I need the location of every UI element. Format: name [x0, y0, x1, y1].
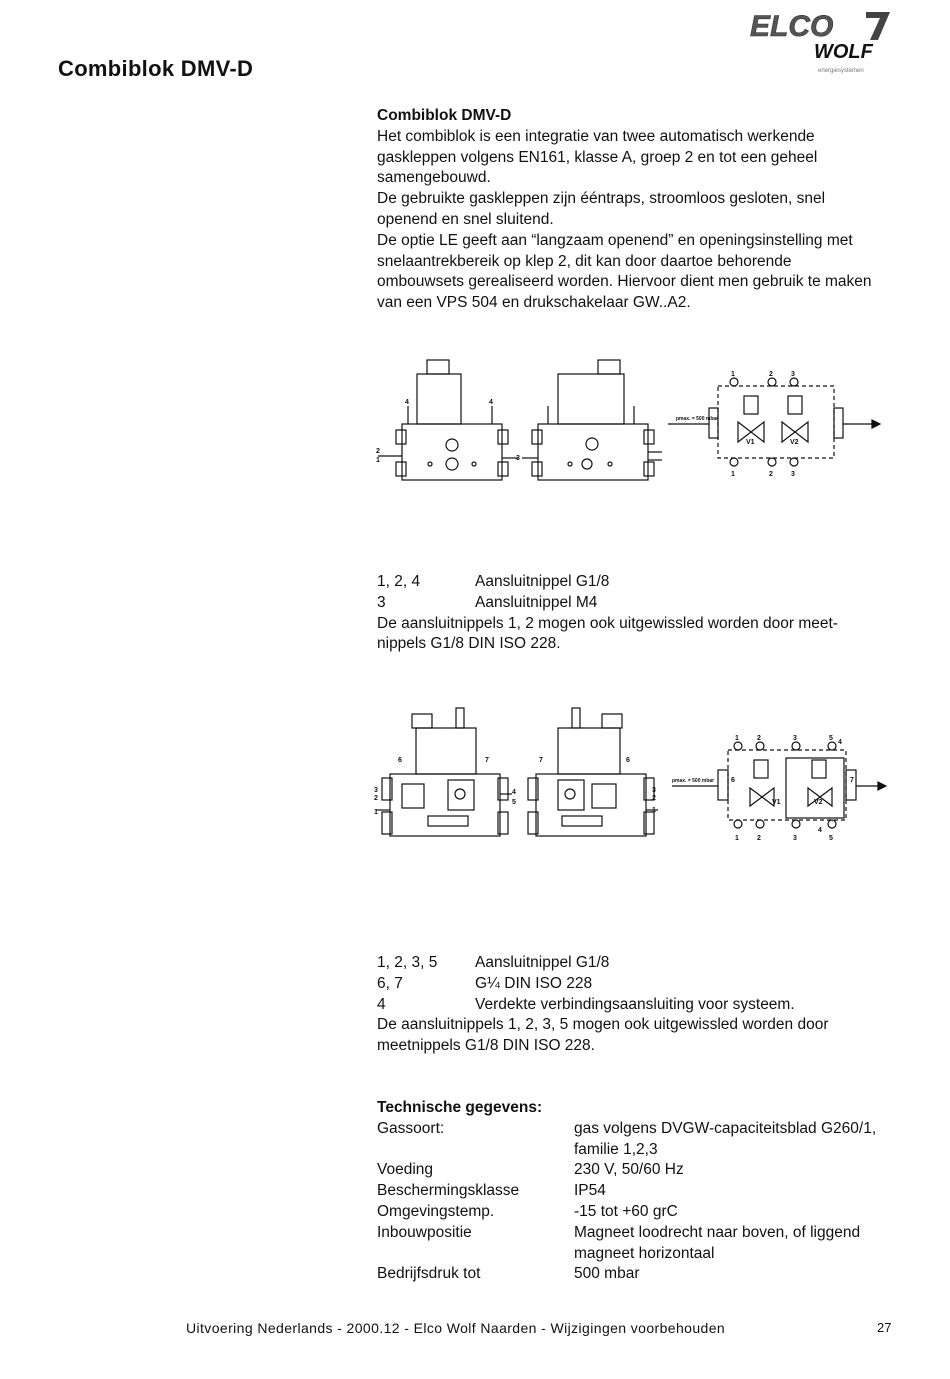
- port-label: 1: [374, 809, 378, 816]
- port-label: 6: [626, 757, 630, 764]
- port-label: 1: [652, 807, 656, 814]
- intro-section: [377, 106, 877, 314]
- legend-note: De aansluitnippels 1, 2, 3, 5 mogen ook uitgewissled worden door meetnippels G1/8 DIN ISO 228.: [377, 1016, 829, 1055]
- port-label: 1: [735, 835, 739, 842]
- pmax-label: pmax. = 500 mbar: [672, 778, 715, 784]
- valve-drawing-front: [378, 360, 518, 480]
- legend-1: [377, 572, 887, 655]
- legend-note: De aansluitnippels 1, 2 mogen ook uitgewissled worden door meet-nippels G1/8 DIN ISO 228.: [377, 614, 838, 653]
- port-label: 6: [731, 777, 735, 784]
- valve-drawing-side: [528, 708, 658, 836]
- port-label: 3: [374, 787, 378, 794]
- legend-row: 6, 7 G¼ DIN ISO 228: [377, 974, 593, 992]
- port-label: 3: [791, 471, 795, 478]
- page-title: Combiblok DMV-D: [58, 56, 254, 81]
- port-label: 7: [485, 757, 489, 764]
- port-label: 3: [793, 835, 797, 842]
- valve-label-v2: V2: [814, 799, 823, 806]
- legend-2: [377, 953, 897, 1057]
- port-label: 3: [791, 371, 795, 378]
- port-label: 5: [829, 735, 833, 742]
- port-label: 1: [731, 371, 735, 378]
- port-label: 2: [652, 795, 656, 802]
- port-label: 4: [489, 399, 493, 406]
- valve-label-v1: V1: [772, 799, 781, 806]
- valve-drawing-side: [522, 360, 662, 480]
- tech-row: Omgevingstemp. -15 tot +60 grC: [377, 1202, 678, 1220]
- legend-row: 1, 2, 3, 5 Aansluitnippel G1/8: [377, 954, 610, 971]
- valve-schematic: [668, 378, 880, 466]
- valve-schematic: [672, 742, 886, 828]
- port-label: 1: [376, 457, 380, 464]
- tech-row: Bedrijfsdruk tot 500 mbar: [377, 1265, 640, 1283]
- svg-text:energiesystemen: energiesystemen: [818, 68, 864, 74]
- valve-label-v1: V1: [746, 439, 755, 446]
- port-label: 2: [769, 371, 773, 378]
- valve-label-v2: V2: [790, 439, 799, 446]
- port-label: 2: [757, 835, 761, 842]
- port-label: 1: [735, 735, 739, 742]
- tech-specs: [377, 1098, 917, 1285]
- elco-wolf-logo: [748, 4, 898, 76]
- port-label: 3: [793, 735, 797, 742]
- port-label: 7: [850, 777, 854, 784]
- tech-row: Inbouwpositie Magneet loodrecht naar boven, of liggend magneet horizontaal: [377, 1223, 861, 1262]
- port-label: 2: [769, 471, 773, 478]
- dmv-d-diagram-1: [372, 352, 882, 484]
- port-label: 2: [757, 735, 761, 742]
- port-label: 2: [374, 795, 378, 802]
- legend-row: 1, 2, 4 Aansluitnippel G1/8: [377, 573, 610, 590]
- legend-row: 3 Aansluitnippel M4: [377, 593, 598, 611]
- legend-row: 4 Verdekte verbindingsaansluiting voor systeem.: [377, 995, 795, 1013]
- port-label: 6: [398, 757, 402, 764]
- port-label: 3: [516, 455, 520, 462]
- svg-text:ELCO: ELCO: [750, 10, 834, 43]
- port-label: 2: [376, 448, 380, 455]
- valve-drawing-front: [376, 708, 512, 836]
- tech-row: Voeding 230 V, 50/60 Hz: [377, 1161, 684, 1179]
- port-label: 5: [512, 799, 516, 806]
- port-label: 4: [512, 789, 516, 796]
- port-label: 5: [829, 835, 833, 842]
- port-label: 4: [838, 739, 842, 746]
- intro-paragraph: De gebruikte gaskleppen zijn ééntraps, stroomloos gesloten, snel openend en snel sluitend.: [377, 190, 826, 228]
- port-label: 1: [731, 471, 735, 478]
- intro-heading: Combiblok DMV-D: [377, 107, 512, 124]
- tech-row: Beschermingsklasse IP54: [377, 1182, 606, 1200]
- intro-paragraph: Het combiblok is een integratie van twee automatisch werkende gaskleppen volgens EN161, klasse A, groep 2 en tot een geheel samengebouwd.: [377, 127, 818, 187]
- port-label: 4: [818, 827, 822, 834]
- svg-text:WOLF: WOLF: [814, 41, 873, 63]
- page-number: 27: [877, 1320, 892, 1335]
- tech-row: Gassoort: gas volgens DVGW-capaciteitsblad G260/1, familie 1,2,3: [377, 1119, 877, 1158]
- port-label: 3: [652, 787, 656, 794]
- port-label: 7: [539, 757, 543, 764]
- pmax-label: pmax. = 500 mbar: [676, 416, 719, 422]
- port-label: 4: [405, 399, 409, 406]
- dmv-d-diagram-2: [372, 700, 887, 842]
- intro-paragraph: De optie LE geeft aan “langzaam openend” en openingsinstelling met snelaantrekbereik op klep 2, dit kan door daartoe behorende ombouwsets gerealiseerd worden. Hiervoor dient men gebruik te maken van een VPS 504 en drukschakelaar GW..A2.: [377, 231, 872, 312]
- tech-heading: Technische gegevens:: [377, 1099, 543, 1116]
- footer-text: Uitvoering Nederlands - 2000.12 - Elco Wolf Naarden - Wijzigingen voorbehouden: [186, 1320, 726, 1336]
